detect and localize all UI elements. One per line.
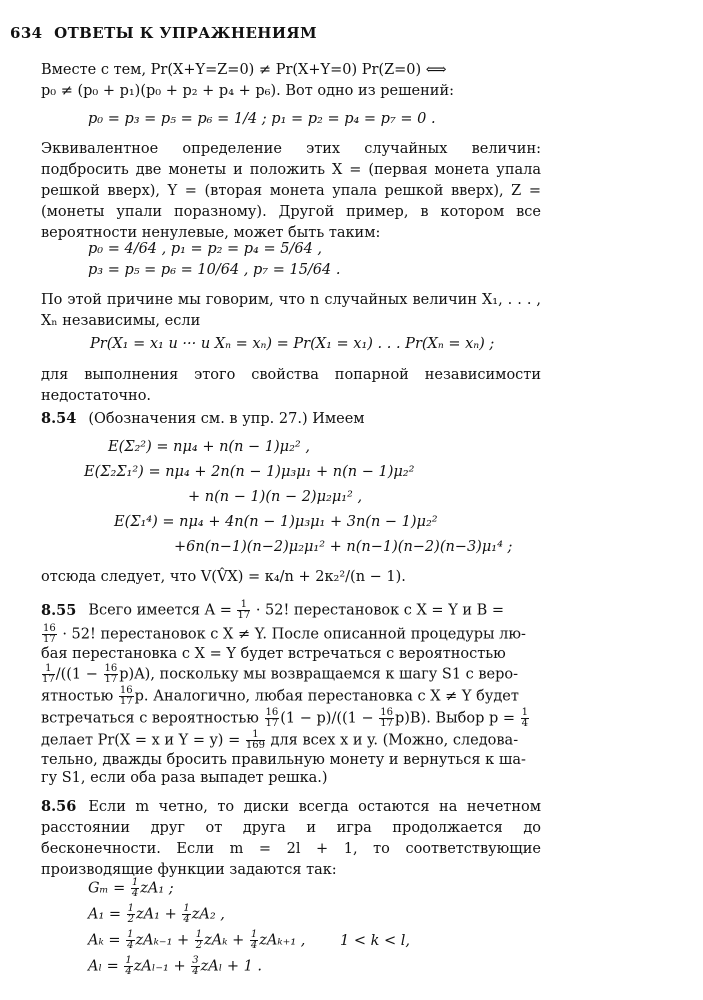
ex855-line8: тельно, дважды бросить правильную монету и вернуться к ша- — [41, 752, 526, 768]
intro-line1: Вместе с тем, Pr(X+Y=Z=0) ≠ Pr(X+Y=0) Pr(Z=0) ⟺ — [41, 62, 447, 78]
fraction-16-17: $\frac{16}{17}$ — [380, 707, 393, 729]
text: /((1 − — [55, 666, 98, 683]
fraction-1-17: $\frac{1}{17}$ — [237, 599, 251, 621]
fraction-1-4: $\frac{1}{4}$ — [250, 929, 258, 951]
text: · 52! перестановок с X ≠ Y. После описанной процедуры лю- — [62, 626, 526, 643]
text: ятностью — [41, 688, 114, 705]
ex855-line5 — [41, 686, 519, 707]
page-number: 634 — [10, 24, 43, 42]
eq-854-5: +6n(n−1)(n−2)μ₂μ₁² + n(n−1)(n−2)(n−3)μ₁⁴ ; — [174, 539, 513, 555]
fraction-1-169: $\frac{1}{169}$ — [245, 729, 265, 751]
text: для всех x и y. (Можно, следова- — [270, 732, 519, 749]
independence-after: для выполнения этого свойства попарной независимости недостаточно. — [41, 367, 541, 404]
intro-line2: p₀ ≠ (p₀ + p₁)(p₀ + p₂ + p₄ + p₆). Вот одно из решений: — [41, 83, 455, 99]
exercise-number: 8.54 — [41, 410, 77, 427]
eq-854-2: E(Σ₂Σ₁²) = nμ₄ + 2n(n − 1)μ₃μ₁ + n(n − 1)μ₂² — [84, 464, 415, 480]
eq-856-g: Gₘ = $\frac{1}{4}$ zA₁ ; — [88, 877, 174, 899]
ex855-line1 — [41, 600, 504, 621]
exercise-intro: (Обозначения см. в упр. 27.) Имеем — [88, 411, 365, 427]
ex855-line3: бая перестановка с X = Y будет встречаться с вероятностью — [41, 646, 506, 662]
fraction-16-17: $\frac{16}{17}$ — [119, 685, 133, 707]
independence-paragraph: По этой причине мы говорим, что n случайных величин X₁, . . . , Xₙ независимы, если — [41, 292, 541, 329]
equivalent-eq2: p₃ = p₅ = p₆ = 10/64 , p₇ = 15/64 . — [88, 262, 341, 278]
fraction-1-4: $\frac{1}{4}$ — [521, 707, 529, 729]
eq-854-3: + n(n − 1)(n − 2)μ₂μ₁² , — [188, 489, 363, 505]
text: p. Аналогично, любая перестановка с X ≠ Y будет — [134, 688, 519, 705]
eq-854-4: E(Σ₁⁴) = nμ₄ + 4n(n − 1)μ₃μ₁ + 3n(n − 1)μ₂² — [114, 514, 438, 530]
intro-solution: p₀ = p₃ = p₅ = p₆ = 1/4 ; p₁ = p₂ = p₄ = p₇ = 0 . — [88, 111, 436, 127]
fraction-3-4: $\frac{3}{4}$ — [192, 955, 199, 977]
fraction-1-2: $\frac{1}{2}$ — [127, 903, 135, 925]
equivalent-paragraph: Эквивалентное определение этих случайных величин: подбросить две монеты и положить X = (первая монета упала решкой вверх), Y = (вторая монета упала решкой вверх), Z = (монеты упали поразному). Другой пример, в котором все вероятности ненулевые, может быть таким: — [41, 141, 541, 241]
eq-854-1: E(Σ₂²) = nμ₄ + n(n − 1)μ₂² , — [108, 439, 310, 455]
conclusion-854: отсюда следует, что V(V̂X) = κ₄/n + 2κ₂²/(n − 1). — [41, 569, 406, 585]
ex855-line4 — [41, 664, 518, 685]
exercise-number: 8.55 — [41, 601, 77, 619]
ex855-line9: гу S1, если оба раза выпадет решка.) — [41, 770, 328, 786]
text: делает Pr(X = x и Y = y) = — [41, 732, 241, 749]
eq-856-a1: A₁ = $\frac{1}{2}$ zA₁ + $\frac{1}{4}$ zA₂ , — [88, 903, 225, 925]
page-header — [10, 24, 317, 42]
text: · 52! перестановок с X = Y и B = — [255, 602, 505, 619]
exercise-8-54-heading — [41, 410, 365, 427]
ex855-line6 — [41, 708, 530, 729]
equivalent-eq1: p₀ = 4/64 , p₁ = p₂ = p₄ = 5/64 , — [88, 241, 323, 257]
text: p)B). Выбор p = — [394, 710, 516, 727]
fraction-1-17: $\frac{1}{17}$ — [42, 663, 55, 685]
ex855-line7 — [41, 730, 518, 751]
fraction-16-17: $\frac{16}{17}$ — [104, 663, 118, 685]
fraction-16-17: $\frac{16}{17}$ — [265, 707, 279, 729]
text: (1 − p)/((1 − — [280, 710, 374, 727]
exercise-number: 8.56 — [41, 798, 77, 815]
fraction-1-4: $\frac{1}{4}$ — [125, 955, 132, 977]
fraction-1-4: $\frac{1}{4}$ — [183, 903, 190, 925]
text: Если m четно, то диски всегда остаются на нечетном расстоянии друг от друга и игра продолжается до бесконечности. Если m = 2l + 1, то соответствующие производящие функции задаются так: — [41, 799, 541, 878]
text: встречаться с вероятностью — [41, 710, 259, 727]
independence-formula: Pr(X₁ = x₁ и ··· и Xₙ = xₙ) = Pr(X₁ = x₁) . . . Pr(Xₙ = xₙ) ; — [90, 336, 495, 352]
fraction-1-2: $\frac{1}{2}$ — [195, 929, 203, 951]
fraction-1-4: $\frac{1}{4}$ — [127, 929, 134, 951]
fraction-1-4: $\frac{1}{4}$ — [131, 877, 139, 899]
fraction-16-17: $\frac{16}{17}$ — [43, 623, 56, 645]
ex855-line2 — [41, 624, 526, 645]
ex856-paragraph — [41, 796, 541, 881]
eq-856-al: Aₗ = $\frac{1}{4}$ zAₗ₋₁ + $\frac{3}{4}$ zAₗ + 1 . — [88, 955, 263, 977]
text: p)A), поскольку мы возвращаемся к шагу S1 с веро- — [119, 666, 519, 683]
running-title: ОТВЕТЫ К УПРАЖНЕНИЯМ — [54, 24, 318, 42]
eq-856-ak: Aₖ = $\frac{1}{4}$ zAₖ₋₁ + $\frac{1}{2}$ zAₖ + $\frac{1}{4}$ zAₖ₊₁ , 1 < k < l, — [88, 929, 410, 951]
text: Всего имеется A = — [88, 602, 232, 619]
